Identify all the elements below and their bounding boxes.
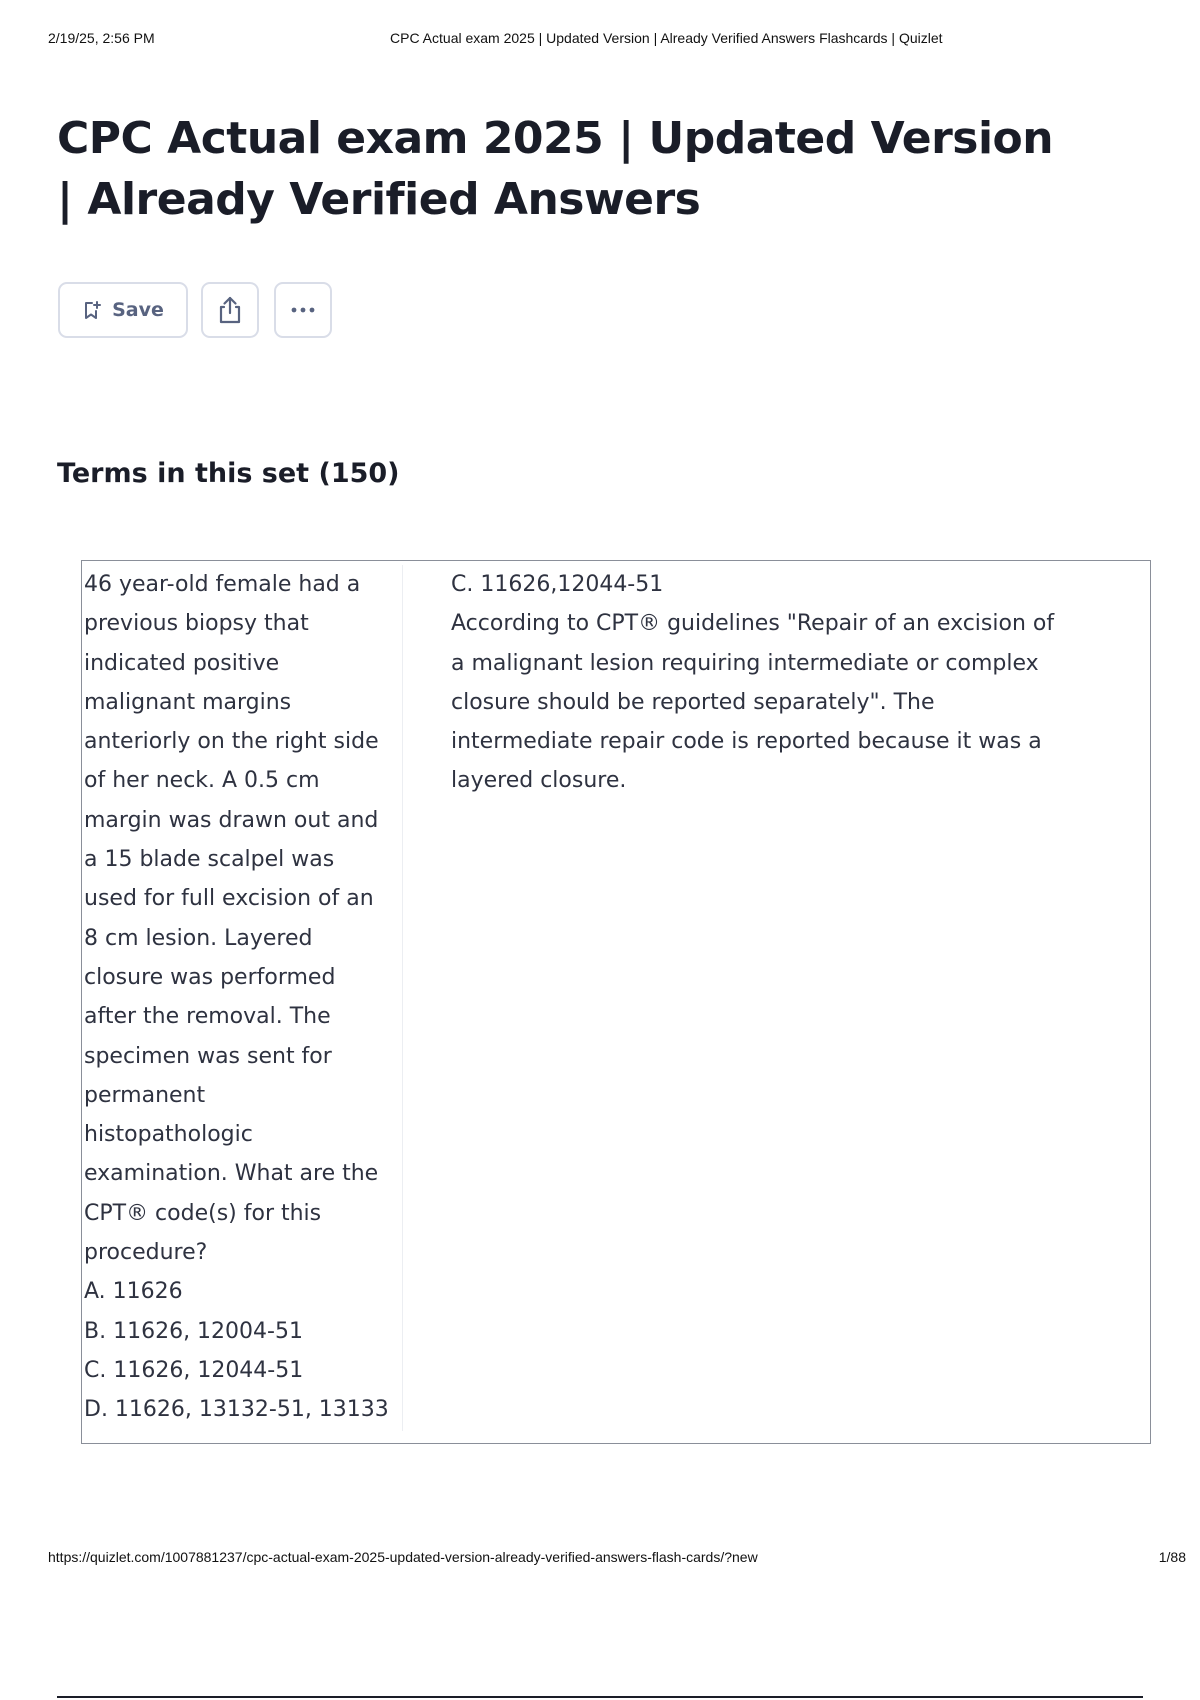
divider — [57, 1696, 1143, 1698]
save-button-label: Save — [112, 299, 164, 321]
share-icon — [216, 295, 244, 325]
print-doc-title: CPC Actual exam 2025 | Updated Version | Already Verified Answers Flashcards | Quizlet — [390, 30, 943, 46]
print-date: 2/19/25, 2:56 PM — [48, 30, 155, 46]
more-options-button[interactable] — [274, 282, 332, 338]
share-button[interactable] — [201, 282, 259, 338]
page-title: CPC Actual exam 2025 | Updated Version | Already Verified Answers — [57, 113, 1054, 225]
more-horizontal-icon — [289, 306, 317, 314]
flashcard-definition: C. 11626,12044-51 According to CPT® guidelines "Repair of an excision of a malignant lesion requiring intermediate or complex closure should be reported separately". The intermediate repair code is reported because it was a layered closure. — [451, 572, 1055, 794]
print-header — [48, 30, 1152, 50]
terms-heading: Terms in this set (150) — [57, 458, 400, 489]
bookmark-plus-icon — [82, 300, 102, 320]
flashcard-row — [81, 560, 1151, 1444]
print-page-number: 1/88 — [1158, 1549, 1186, 1565]
print-footer — [48, 1549, 1186, 1569]
print-url: https://quizlet.com/1007881237/cpc-actual-exam-2025-updated-version-already-verified-answers-flash-cards/?new — [48, 1549, 758, 1565]
flashcard-term: 46 year-old female had a previous biopsy that indicated positive malignant margins anteriorly on the right side of her neck. A 0.5 cm margin was drawn out and a 15 blade scalpel was used for full excision of an 8 cm lesion. Layered closure was performed after the removal. The specimen was sent for permanent histopathologic examination. What are the CPT® code(s) for this procedure? A. 11626 B. 11626, 12004-51 C. 11626, 12044-51 D. 11626, 13132-51, 13133 — [84, 565, 403, 1431]
save-button[interactable] — [58, 282, 188, 338]
